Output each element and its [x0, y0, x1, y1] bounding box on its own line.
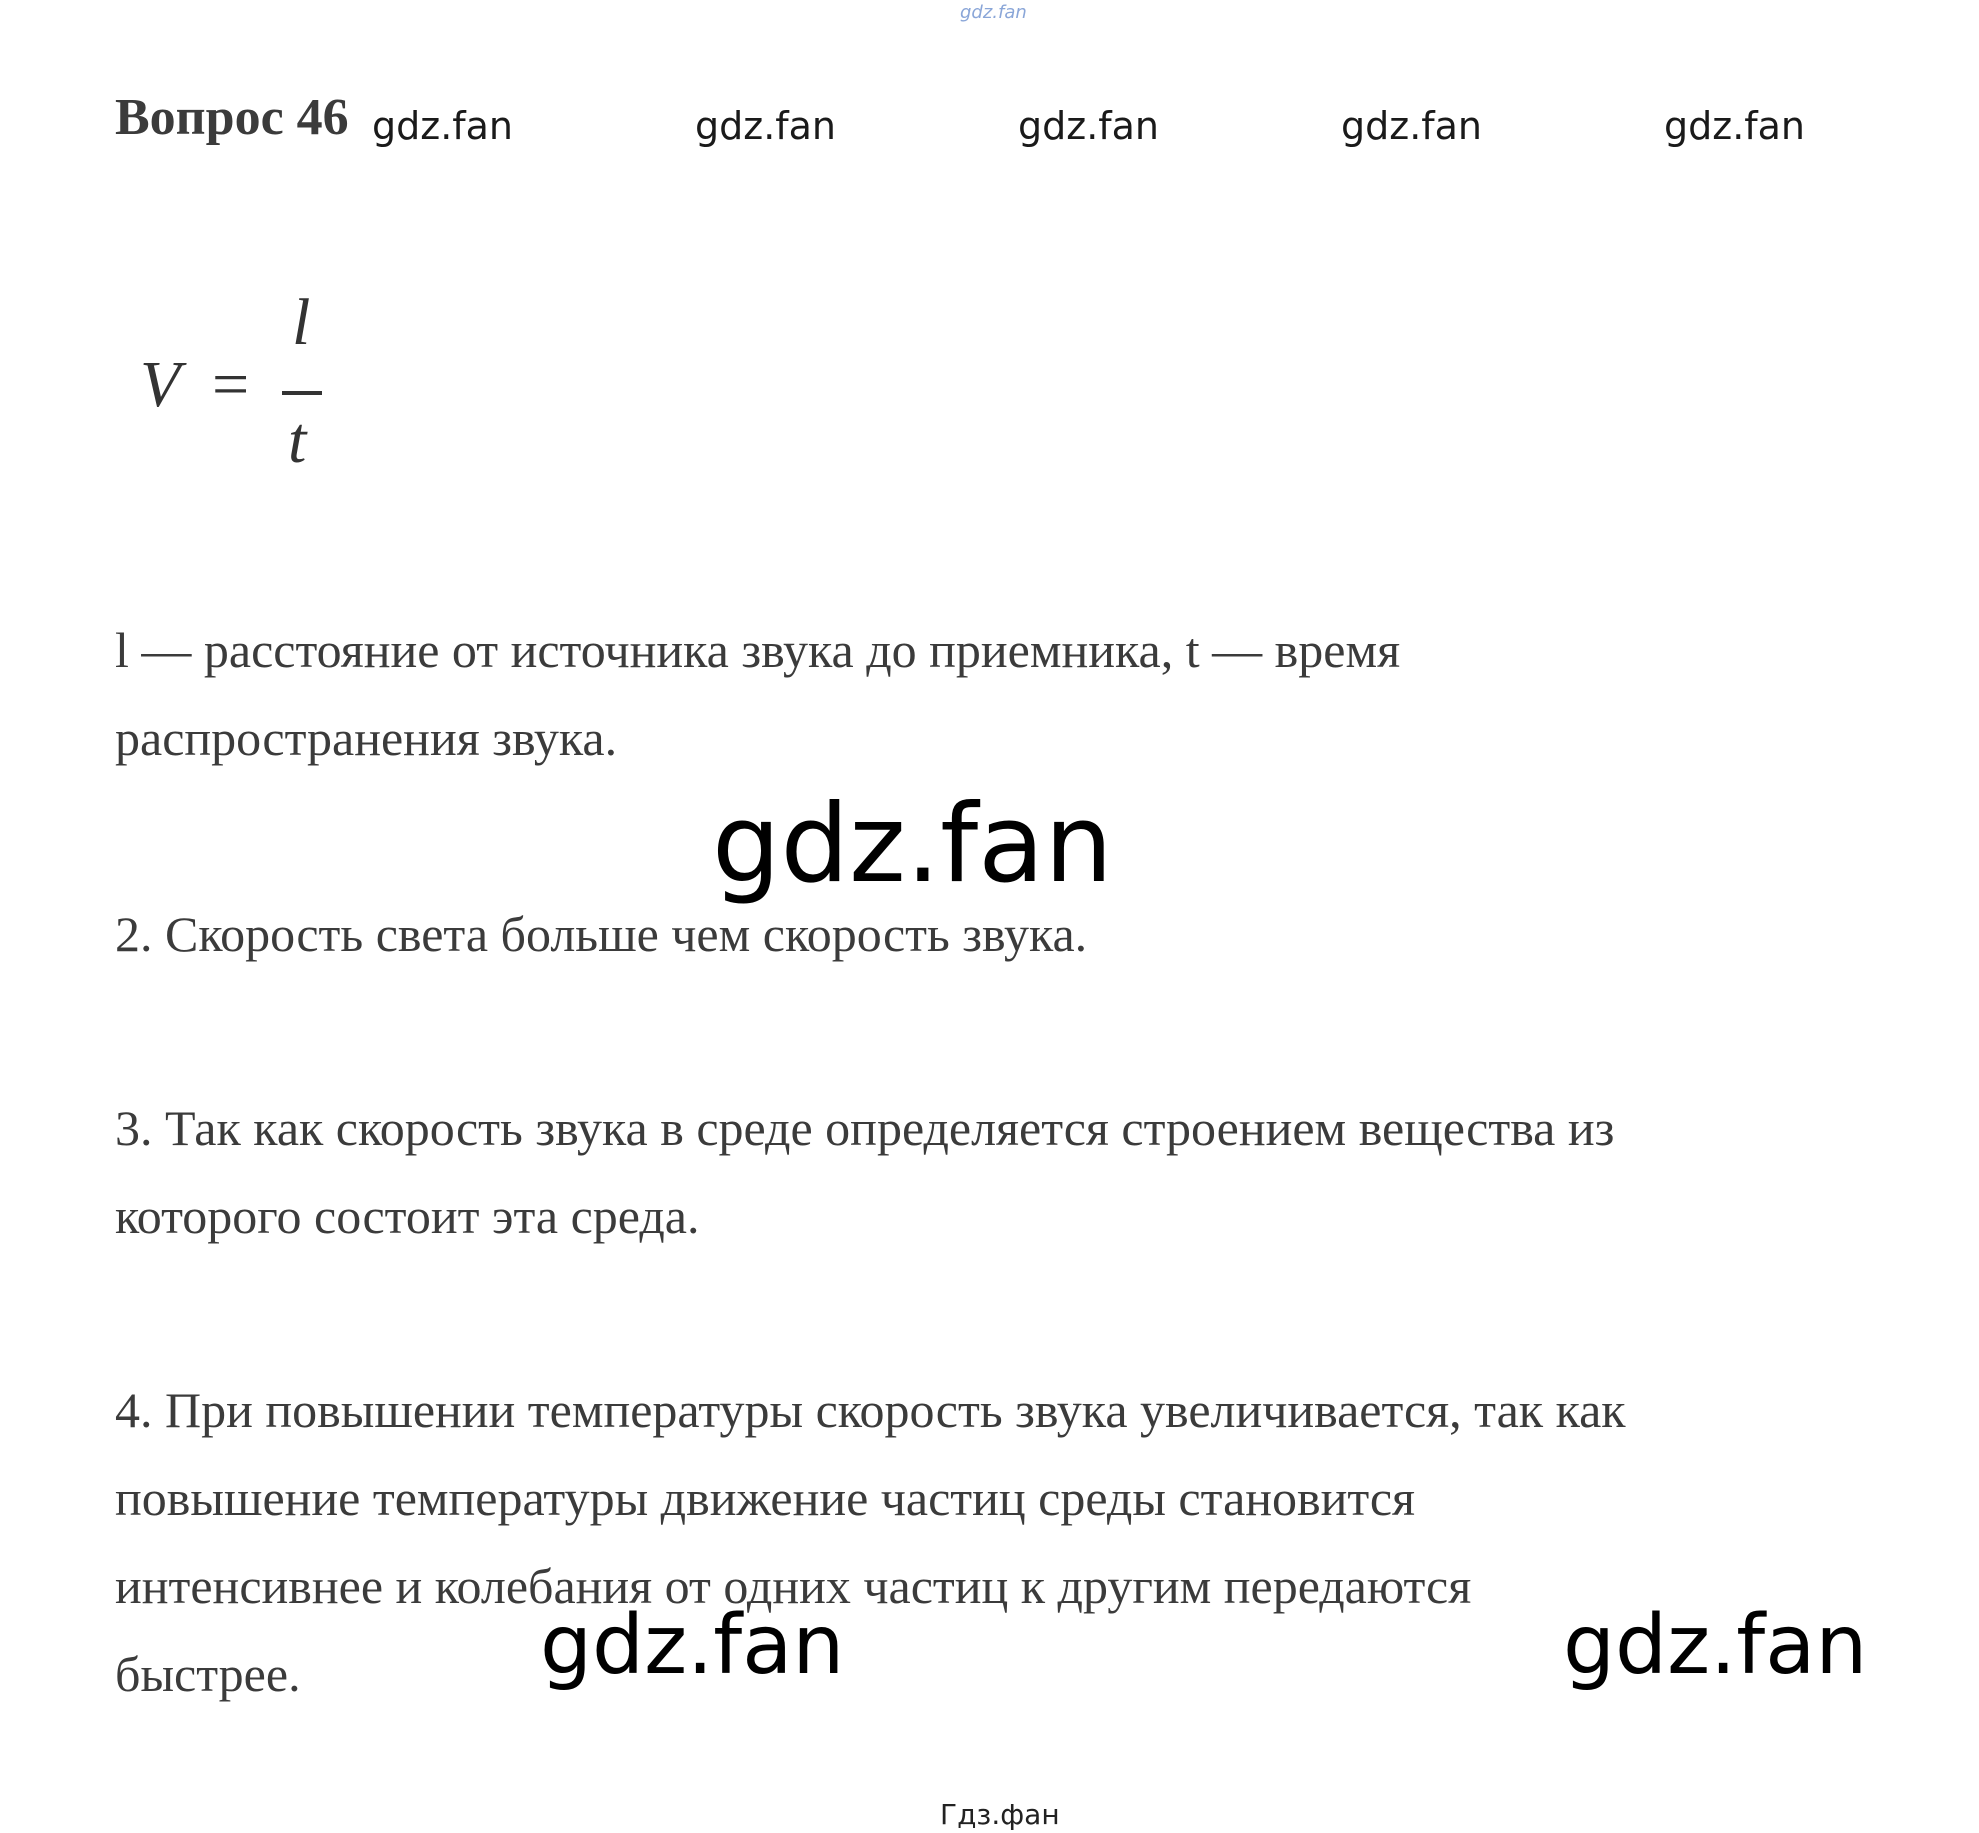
- paragraph-1-line-1: l — расстояние от источника звука до приемника, t — время: [115, 622, 1401, 678]
- paragraph-1-line-2: распространения звука.: [115, 710, 618, 766]
- watermark-bottom-right: gdz.fan: [1563, 1598, 1868, 1693]
- watermark-center: gdz.fan: [712, 782, 1113, 907]
- watermark-row-3: gdz.fan: [1018, 104, 1160, 148]
- watermark-row-4: gdz.fan: [1341, 104, 1483, 148]
- watermark-row-5: gdz.fan: [1664, 104, 1806, 148]
- paragraph-4-line-3: интенсивнее и колебания от одних частиц к другим передаются: [115, 1558, 1472, 1614]
- formula-lhs: V: [140, 348, 181, 421]
- footer-watermark: Гдз.фан: [940, 1798, 1060, 1831]
- watermark-row-1: gdz.fan: [372, 104, 514, 148]
- fraction-bar: [282, 391, 322, 395]
- formula-denominator: t: [288, 404, 307, 477]
- page-title: Вопрос 46: [115, 89, 349, 146]
- watermark-top: gdz.fan: [960, 2, 1027, 23]
- paragraph-3-line-1: 3. Так как скорость звука в среде определяется строением вещества из: [115, 1100, 1615, 1156]
- paragraph-2-line-1: 2. Скорость света больше чем скорость звука.: [115, 906, 1088, 962]
- paragraph-4-line-1: 4. При повышении температуры скорость звука увеличивается, так как: [115, 1382, 1626, 1438]
- formula-equals: =: [212, 348, 250, 421]
- watermark-row-2: gdz.fan: [695, 104, 837, 148]
- watermark-bottom-left: gdz.fan: [540, 1598, 845, 1693]
- paragraph-3-line-2: которого состоит эта среда.: [115, 1188, 700, 1244]
- formula-numerator: l: [292, 286, 311, 359]
- paragraph-4-line-4: быстрее.: [115, 1646, 301, 1702]
- paragraph-4-line-2: повышение температуры движение частиц среды становится: [115, 1470, 1416, 1526]
